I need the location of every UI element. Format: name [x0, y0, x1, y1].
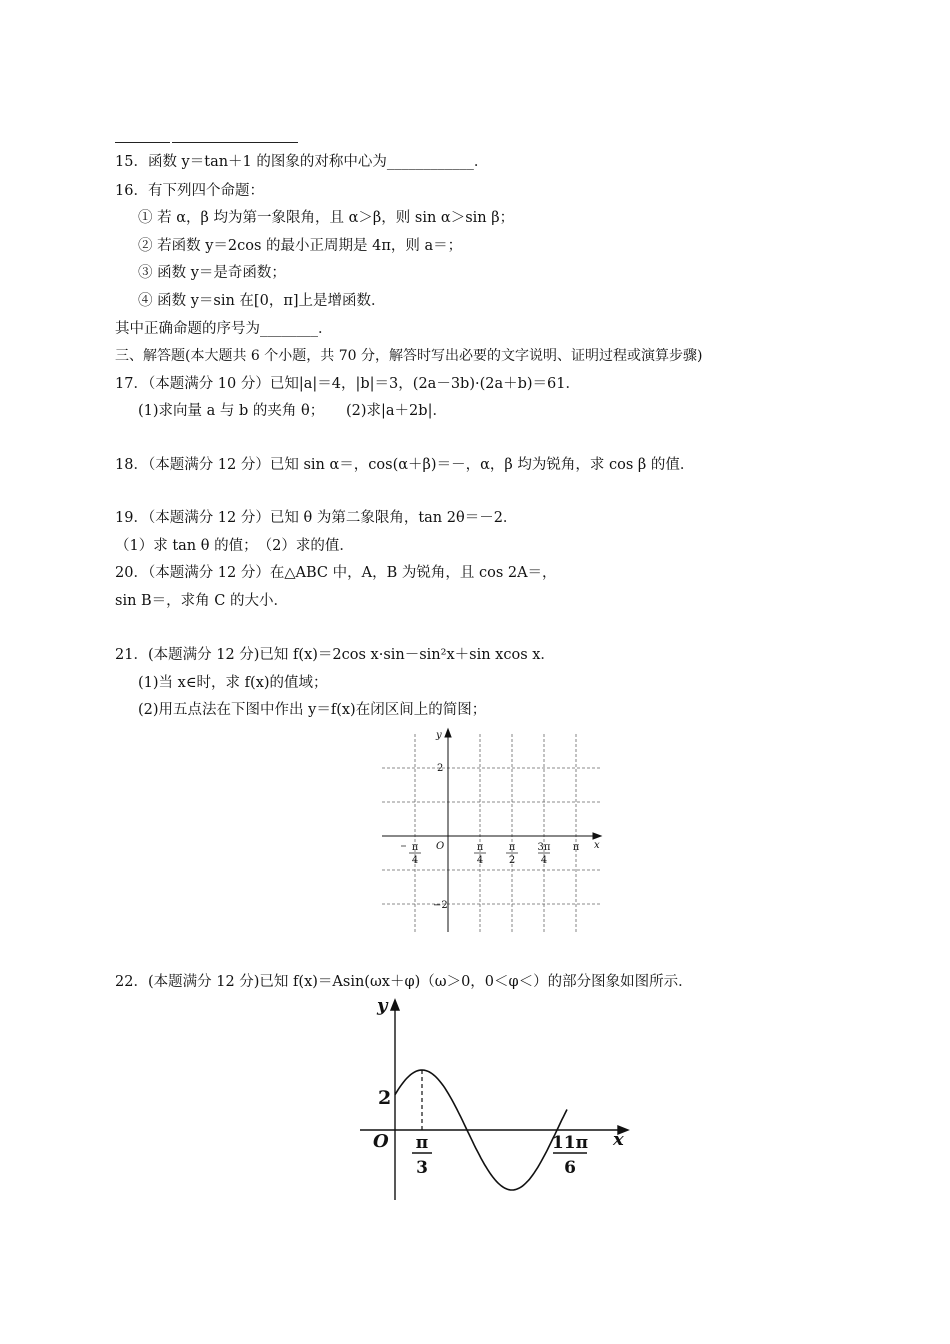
- question-16-stem: 16．有下列四个命题：: [115, 183, 264, 199]
- x-axis-arrow: [593, 833, 601, 839]
- x-tick-denominator: 2: [508, 855, 516, 866]
- y-tick-neg2: −2: [433, 900, 448, 911]
- question-21-part-2: (2)用五点法在下图中作出 y＝f(x)在闭区间上的简图；: [138, 702, 487, 718]
- x-tick-numerator: π: [508, 842, 516, 853]
- 11pi-over-6-denominator: 6: [564, 1158, 576, 1178]
- proposition-3: ③ 函数 y＝是奇函数；: [138, 265, 286, 281]
- x-tick-numerator: π: [476, 842, 484, 853]
- y-tick-2: 2: [437, 763, 444, 774]
- proposition-1: ① 若 α，β 均为第一象限角，且 α＞β，则 sin α＞sin β；: [138, 210, 515, 226]
- proposition-2: ② 若函数 y＝2cos 的最小正周期是 4π，则 a＝；: [138, 238, 463, 254]
- question-20-cont: sin B＝，求角 C 的大小．: [115, 593, 288, 609]
- y-intercept-label: 2: [378, 1087, 392, 1109]
- origin-label: O: [436, 841, 445, 852]
- question-19-parts: （1）求 tan θ 的值； （2）求的值．: [115, 538, 354, 554]
- 11pi-over-6-numerator: 11π: [551, 1133, 589, 1153]
- question-15: 15．函数 y＝tan＋1 的图象的对称中心为____________．: [115, 154, 489, 170]
- x-tick-numerator: π: [411, 842, 419, 853]
- y-axis-label: y: [436, 730, 442, 741]
- question-18: 18．（本题满分 12 分）已知 sin α＝，cos(α＋β)＝－，α，β 均为锐角，求 cos β 的值．: [115, 457, 695, 473]
- pi-over-3-denominator: 3: [416, 1158, 428, 1178]
- pi-over-3-numerator: π: [415, 1133, 429, 1153]
- question-22: 22．(本题满分 12 分)已知 f(x)＝Asin(ωx＋φ)（ω＞0，0＜φ＜）的部分图象如图所示．: [115, 974, 693, 990]
- y-axis-arrow: [391, 1000, 399, 1010]
- proposition-4: ④ 函数 y＝sin 在[0，π]上是增函数．: [138, 293, 386, 309]
- x-axis-label: x: [594, 840, 600, 851]
- x-tick-labels: [401, 842, 580, 866]
- question-19: 19．（本题满分 12 分）已知 θ 为第二象限角，tan 2θ＝－2．: [115, 510, 518, 526]
- x-tick-denominator: 4: [476, 855, 484, 866]
- question-17-parts: (1)求向量 a 与 b 的夹角 θ； (2)求|a＋2b|．: [138, 403, 447, 419]
- x-tick-numerator: π: [572, 842, 580, 853]
- question-16-prompt: 其中正确命题的序号为________．: [115, 321, 333, 337]
- blank-grid-figure: [370, 726, 610, 936]
- question-21-part-1: (1)当 x∈时，求 f(x)的值域；: [138, 675, 328, 691]
- question-17: 17．（本题满分 10 分）已知|a|＝4，|b|＝3，(2a－3b)·(2a＋b)＝61．: [115, 376, 581, 392]
- question-20: 20．（本题满分 12 分）在△ABC 中，A，B 为锐角，且 cos 2A＝，: [115, 565, 557, 581]
- x-tick-denominator: 4: [411, 855, 419, 866]
- x-tick-numerator: 3π: [537, 842, 551, 853]
- origin-label: O: [373, 1131, 389, 1152]
- y-axis-arrow: [445, 729, 451, 737]
- top-rule-long: [172, 142, 298, 143]
- top-rule-short: [115, 142, 170, 143]
- x-tick-denominator: 4: [540, 855, 548, 866]
- section-3-heading: 三、解答题(本大题共 6 个小题，共 70 分，解答时写出必要的文字说明、证明过程或演算步骤): [115, 348, 703, 364]
- question-21: 21．(本题满分 12 分)已知 f(x)＝2cos x·sin－sin²x＋sin xcos x．: [115, 647, 555, 663]
- sine-curve-figure: [355, 995, 645, 1207]
- y-axis-label: y: [377, 995, 388, 1016]
- x-axis-label: x: [613, 1129, 624, 1150]
